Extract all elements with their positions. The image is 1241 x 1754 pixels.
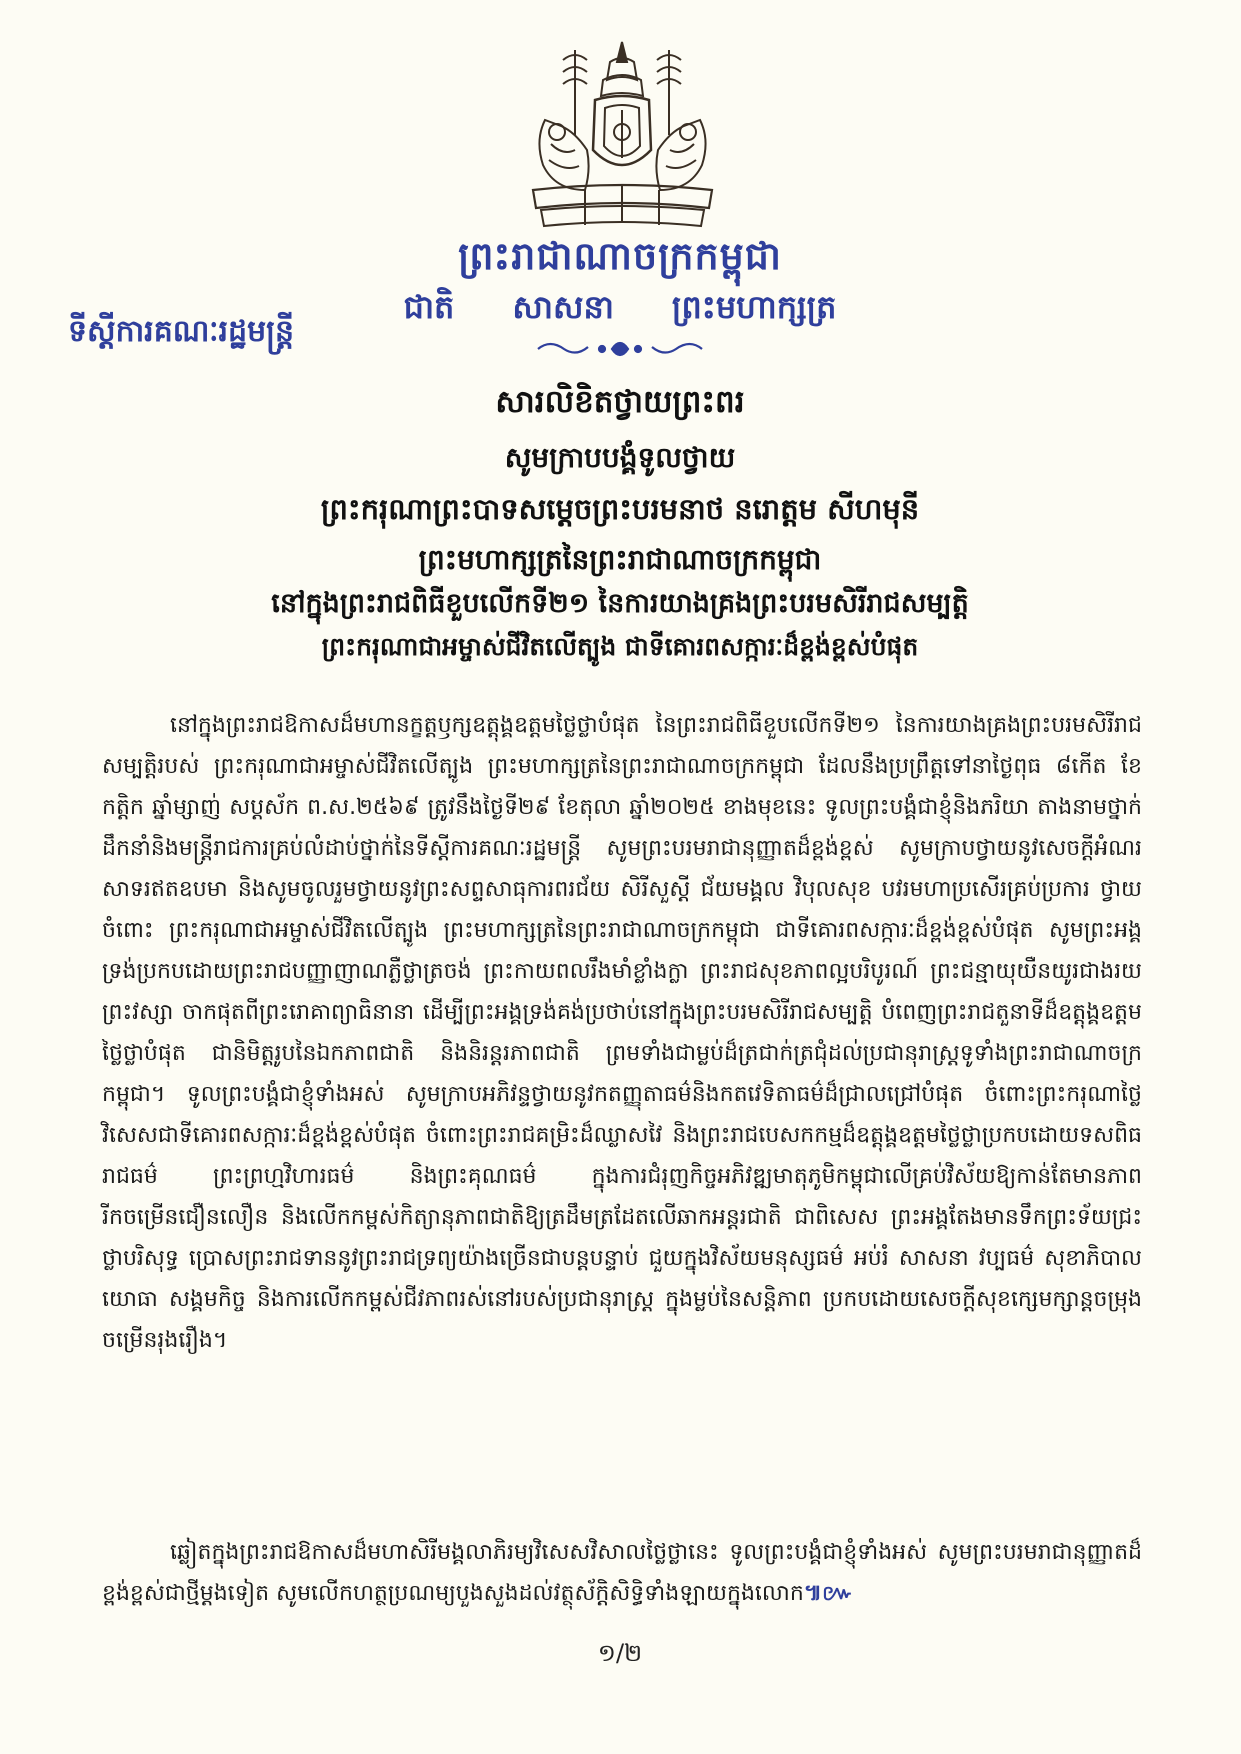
body-paragraph-1: នៅក្នុងព្រះរាជឱកាសដ៏មហានក្ខត្តឫក្សឧត្តុង្គឧត្តមថ្លៃថ្លាបំផុត នៃព្រះរាជពិធីខួបលើកទី២១ នៃការយាងគ្រងព្រះបរមសិរីរាជសម្បត្តិរបស់ ព្រះករុណាជាអម្ចាស់ជីវិតលើត្បូង ព្រះមហាក្សត្រនៃព្រះរាជាណាចក្រកម្ពុជា ដែលនឹងប្រព្រឹត្តទៅនាថ្ងៃពុធ ៨កើត ខែកត្តិក ឆ្នាំម្សាញ់ សប្តស័ក ព.ស.២៥៦៩ ត្រូវនឹងថ្ងៃទី២៩ ខែតុលា ឆ្នាំ២០២៥ ខាងមុខនេះ ទូលព្រះបង្គំជាខ្ញុំនិងភរិយា តាងនាមថ្នាក់ដឹកនាំនិងមន្ត្រីរាជការគ្រប់លំដាប់ថ្នាក់នៃទីស្តីការគណៈរដ្ឋមន្ត្រី សូមព្រះបរមរាជានុញ្ញាតដ៏ខ្ពង់ខ្ពស់ សូមក្រាបថ្វាយនូវសេចក្តីអំណរសាទរឥតឧបមា និងសូមចូលរួមថ្វាយនូវព្រះសព្ទសាធុការពរជ័យ សិរីសួស្តី ជ័យមង្គល វិបុលសុខ បវរមហាប្រសើរគ្រប់ប្រការ ថ្វាយចំពោះ ព្រះករុណាជាអម្ចាស់ជីវិតលើត្បូង ព្រះមហាក្សត្រនៃព្រះរាជាណាចក្រកម្ពុជា ជាទីគោរពសក្ការៈដ៏ខ្ពង់ខ្ពស់បំផុត សូមព្រះអង្គទ្រង់ប្រកបដោយព្រះរាជបញ្ញាញាណភ្លឺថ្លាត្រចង់ ព្រះកាយពលរឹងមាំខ្លាំងក្លា ព្រះរាជសុខភាពល្អបរិបូរណ៍ ព្រះជន្មាយុយឺនយូរជាងរយព្រះវស្សា ចាកផុតពីព្រះរោគាព្យាធិនានា ដើម្បីព្រះអង្គទ្រង់គង់ប្រថាប់នៅក្នុងព្រះបរមសិរីរាជសម្បត្តិ បំពេញព្រះរាជតួនាទីដ៏ឧត្តុង្គឧត្តមថ្លៃថ្លាបំផុត ជានិមិត្តរូបនៃឯកភាពជាតិ និងនិរន្តរភាពជាតិ ព្រមទាំងជាម្លប់ដ៏ត្រជាក់ត្រជុំដល់ប្រជានុរាស្ត្រទូទាំងព្រះរាជាណាចក្រកម្ពុជា។ ទូលព្រះបង្គំជាខ្ញុំទាំងអស់ សូមក្រាបអភិវន្ទថ្វាយនូវកតញ្ញុតាធម៌និងកតវេទិតាធម៌ដ៏ជ្រាលជ្រៅបំផុត ចំពោះព្រះករុណាថ្លៃវិសេសជាទីគោរពសក្ការៈដ៏ខ្ពង់ខ្ពស់បំផុត ចំពោះព្រះរាជគម្រិះដ៏ឈ្លាសវៃ និងព្រះរាជបេសកកម្មដ៏ឧត្តុង្គឧត្តមថ្លៃថ្លាប្រកបដោយទសពិធរាជធម៌ ព្រះព្រហ្មវិហារធម៌ និងព្រះគុណធម៌ ក្នុងការជំរុញកិច្ចអភិវឌ្ឍមាតុភូមិកម្ពុជាលើគ្រប់វិស័យឱ្យកាន់តែមានភាពរីកចម្រើនជឿនលឿន និងលើកកម្ពស់កិត្យានុភាពជាតិឱ្យត្រដឹមត្រដែតលើឆាកអន្តរជាតិ ជាពិសេស ព្រះអង្គតែងមានទឹកព្រះទ័យជ្រះថ្លាបរិសុទ្ធ ប្រោសព្រះរាជទាននូវព្រះរាជទ្រព្យយ៉ាងច្រើនជាបន្តបន្ទាប់ ជួយក្នុងវិស័យមនុស្សធម៌ អប់រំ សាសនា វប្បធម៌ សុខាភិបាល យោធា សង្គមកិច្ច និងការលើកកម្ពស់ជីវភាពរស់នៅរបស់ប្រជានុរាស្ត្រ ក្នុងម្លប់នៃសន្តិភាព ប្រកបដោយសេចក្តីសុខក្សេមក្សាន្តចម្រុងចម្រើនរុងរឿង។ [102, 713, 1142, 1353]
royal-coat-of-arms-icon [515, 40, 730, 230]
page-number: ១/២ [597, 1639, 643, 1667]
ornament-divider-icon [530, 335, 710, 363]
body-paragraph-2 [102, 1532, 1142, 1614]
salutation-line: សូមក្រាបបង្គំទូលថ្វាយ [504, 441, 736, 474]
king-title-line: ព្រះមហាក្សត្រនៃព្រះរាជាណាចក្រកម្ពុជា [418, 543, 822, 576]
kingdom-title: ព្រះរាជាណាចក្រកម្ពុជា [458, 234, 782, 278]
letter-title: សារលិខិតថ្វាយព្រះពរ [495, 384, 745, 420]
motto-religion: សាសនា [512, 288, 614, 326]
office-name: ទីស្តីការគណៈរដ្ឋមន្ត្រី [68, 314, 295, 349]
motto-nation: ជាតិ [403, 288, 455, 326]
motto-king: ព្រះមហាក្សត្រ [671, 288, 837, 326]
address-line: ព្រះករុណាជាអម្ចាស់ជីវិតលើត្បូង ជាទីគោរពសក្ការៈដ៏ខ្ពង់ខ្ពស់បំផុត [321, 632, 919, 661]
king-name-line: ព្រះករុណាព្រះបាទសម្តេចព្រះបរមនាថ នរោត្តម សីហមុនី [320, 492, 920, 526]
occasion-line: នៅក្នុងព្រះរាជពិធីខួបលើកទី២១ នៃការយាងគ្រងព្រះបរមសិរីរាជសម្បត្តិ [271, 588, 969, 619]
body-paragraph-2-text: ឆ្លៀតក្នុងព្រះរាជឱកាសដ៏មហាសិរីមង្គលាភិរម្យវិសេសវិសាលថ្លៃថ្លានេះ ទូលព្រះបង្គំជាខ្ញុំទាំងអស់ សូមព្រះបរមរាជានុញ្ញាតដ៏ខ្ពង់ខ្ពស់ជាថ្មីម្តងទៀត សូមលើកហត្ថប្រណម្យបួងសួងដល់វត្ថុស័ក្តិសិទ្ធិទាំងឡាយក្នុងលោក [102, 1540, 1142, 1606]
national-motto [380, 287, 860, 334]
continuation-marker: ៕៚ [803, 1581, 854, 1606]
